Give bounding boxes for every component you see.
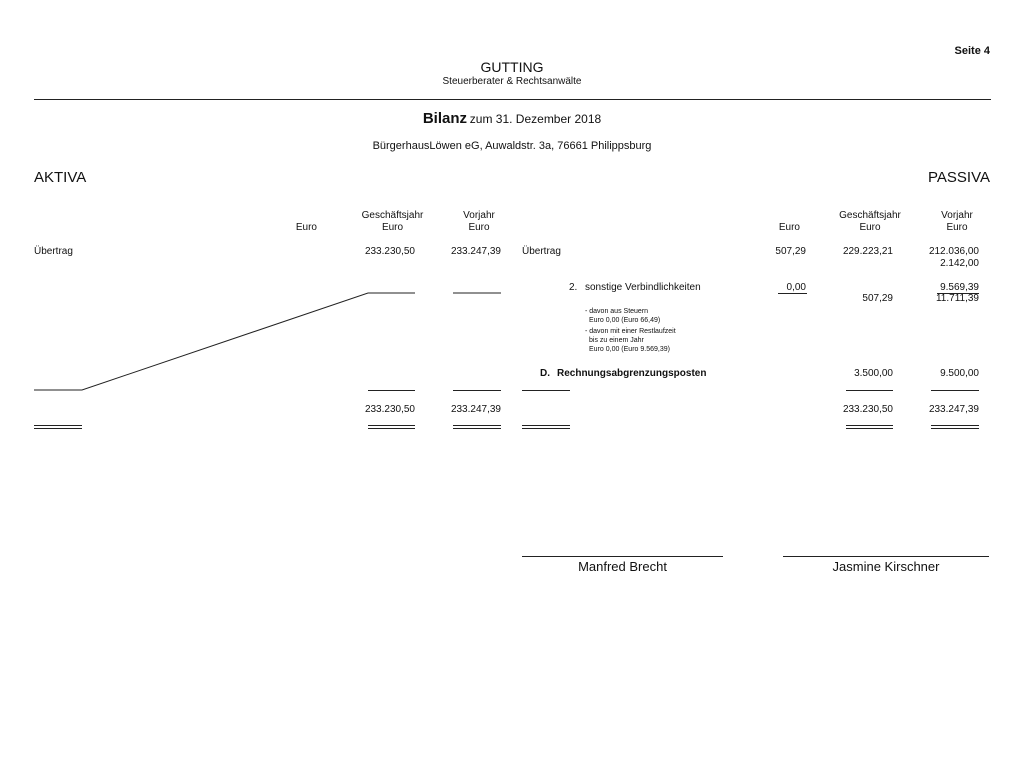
signature-name-left: Manfred Brecht — [578, 559, 667, 574]
note-restlaufzeit — [585, 328, 676, 354]
passiva-d-text: Rechnungsabgrenzungsposten — [557, 368, 707, 379]
passiva-subtotal-vj: 11.711,39 — [935, 293, 979, 304]
passiva-uebertrag-label: Übertrag — [522, 246, 561, 257]
note-steuern — [585, 308, 660, 326]
passiva-item2-number: 2. — [569, 282, 578, 293]
note-restlaufzeit-line3: Euro 0,00 (Euro 9.569,39) — [589, 345, 670, 353]
note-steuern-line2: Euro 0,00 (Euro 66,49) — [589, 316, 661, 324]
aktiva-col-gj-label: Geschäftsjahr — [361, 210, 424, 221]
passiva-total-gj: 233.230,50 — [842, 404, 893, 415]
rule-passiva-vj — [931, 390, 979, 391]
aktiva-col-euro: Euro — [295, 222, 317, 233]
double-rule-passiva-vj — [931, 425, 979, 429]
passiva-total-vj: 233.247,39 — [928, 404, 979, 415]
aktiva-col-vj-unit: Euro — [468, 222, 490, 233]
passiva-col-vj-label: Vorjahr — [941, 210, 973, 221]
double-rule-passiva-label — [522, 425, 570, 429]
aktiva-col-vj-label: Vorjahr — [463, 210, 495, 221]
signature-name-right: Jasmine Kirschner — [832, 559, 940, 574]
passiva-uebertrag-gj: 229.223,21 — [842, 246, 893, 257]
rule-passiva-label — [522, 390, 570, 391]
passiva-col-gj-unit: Euro — [859, 222, 881, 233]
aktiva-uebertrag-gj: 233.230,50 — [364, 246, 415, 257]
header-rule — [34, 99, 991, 100]
passiva-d-gj: 3.500,00 — [854, 368, 893, 379]
rule-aktiva-gj — [368, 390, 415, 391]
document-title — [0, 110, 1024, 128]
double-rule-passiva-gj — [846, 425, 893, 429]
company-line: BürgerhausLöwen eG, Auwaldstr. 3a, 76661 Philippsburg — [372, 140, 652, 152]
passiva-subtotal-gj: 507,29 — [862, 293, 893, 304]
aktiva-col-gj-unit: Euro — [381, 222, 404, 233]
firm-name: GUTTING — [480, 59, 544, 75]
title-main: Bilanz — [422, 110, 467, 127]
double-rule-aktiva-label — [34, 425, 82, 429]
firm-subtitle: Steuerberater & Rechtsanwälte — [442, 76, 582, 87]
passiva-heading: PASSIVA — [928, 169, 990, 186]
aktiva-heading: AKTIVA — [34, 169, 87, 186]
passiva-uebertrag-euro: 507,29 — [775, 246, 806, 257]
rule-passiva-gj — [846, 390, 893, 391]
signature-line-right — [783, 556, 989, 557]
passiva-col-vj-unit: Euro — [946, 222, 968, 233]
aktiva-total-gj: 233.230,50 — [364, 404, 415, 415]
passiva-d-label: D. — [540, 368, 550, 379]
passiva-uebertrag-vj-second: 2.142,00 — [940, 258, 979, 269]
passiva-item2-vj: 9.569,39 — [940, 282, 979, 293]
passiva-col-gj-label: Geschäftsjahr — [839, 210, 901, 221]
aktiva-uebertrag-label: Übertrag — [34, 246, 73, 257]
passiva-item2-label: sonstige Verbindlichkeiten — [585, 282, 701, 293]
signature-line-left — [522, 556, 723, 557]
note-steuern-line1: - davon aus Steuern — [585, 308, 649, 315]
note-restlaufzeit-line2: bis zu einem Jahr — [589, 336, 644, 344]
aktiva-total-vj: 233.247,39 — [450, 404, 501, 415]
double-rule-aktiva-vj — [453, 425, 501, 429]
passiva-col-euro: Euro — [778, 222, 800, 233]
title-date: zum 31. Dezember 2018 — [469, 112, 602, 126]
note-restlaufzeit-line1: - davon mit einer Restlaufzeit — [585, 328, 676, 335]
passiva-uebertrag-vj: 212.036,00 — [928, 246, 979, 257]
aktiva-uebertrag-vj: 233.247,39 — [450, 246, 501, 257]
page-number: Seite 4 — [954, 45, 990, 57]
passiva-d-vj: 9.500,00 — [940, 368, 979, 379]
passiva-item2-euro: 0,00 — [786, 282, 806, 293]
rule-aktiva-vj — [453, 390, 501, 391]
double-rule-aktiva-gj — [368, 425, 415, 429]
